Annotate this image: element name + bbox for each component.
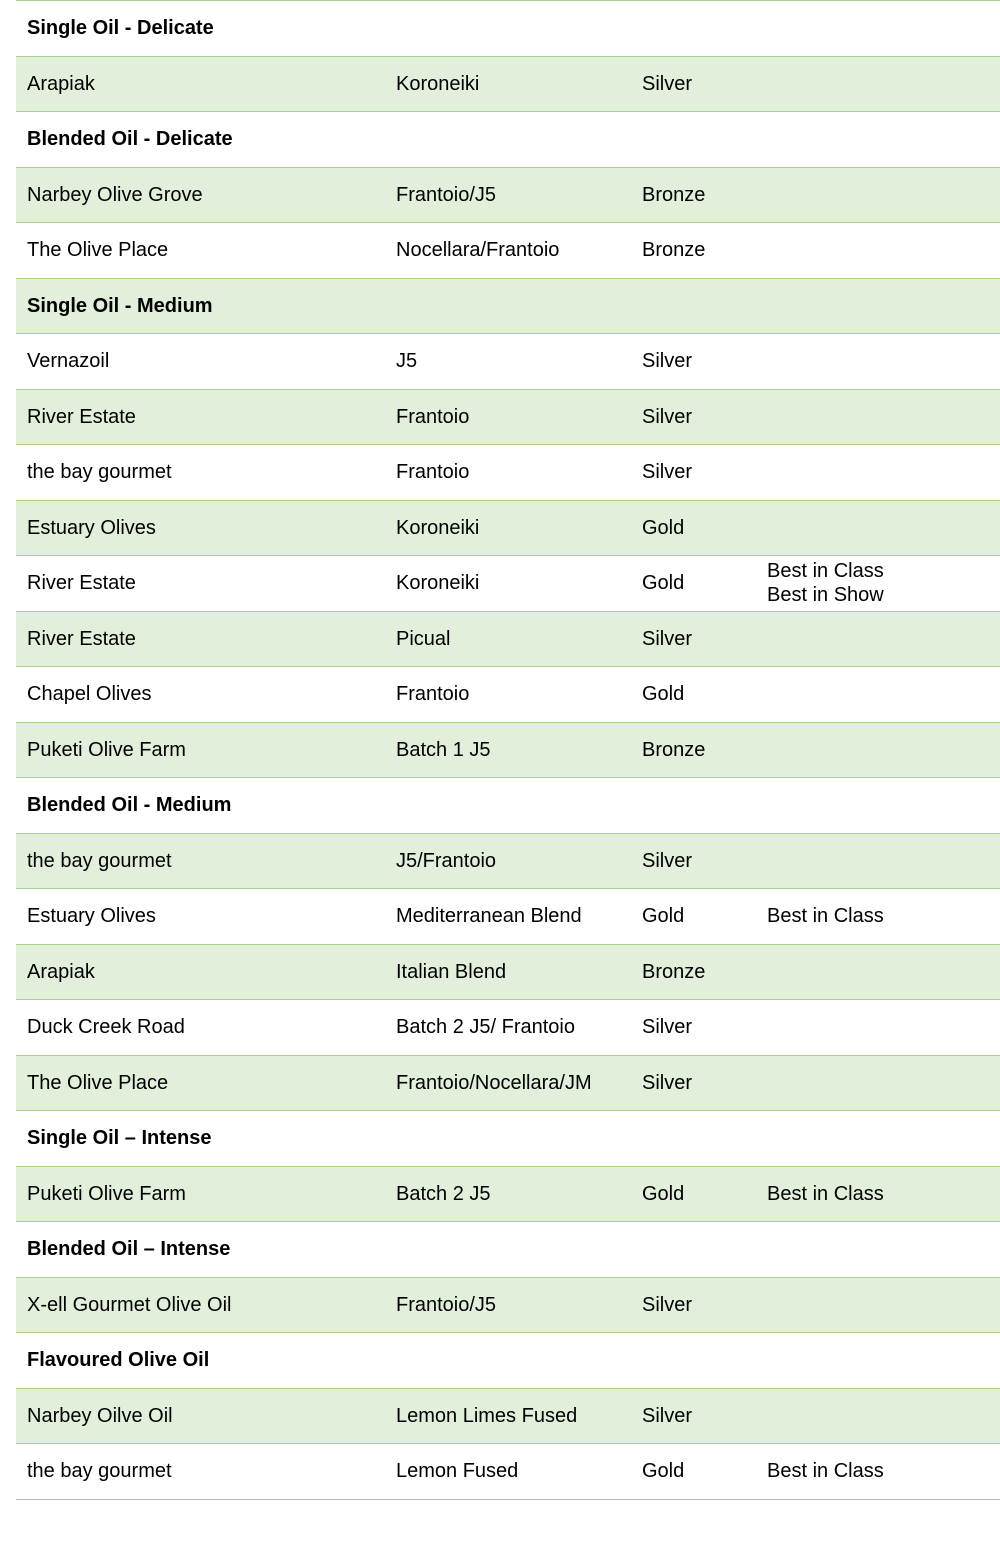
special-award xyxy=(767,945,997,1000)
special-award xyxy=(767,334,997,389)
olive-variety: Frantoio/J5 xyxy=(396,1293,497,1316)
producer-name: Narbey Oilve Oil xyxy=(27,1404,173,1427)
producer-name: River Estate xyxy=(27,405,136,428)
category-header-row xyxy=(16,1111,1000,1167)
special-award: Best in Class xyxy=(767,1182,884,1205)
olive-variety: Batch 2 J5/ Frantoio xyxy=(396,1016,575,1039)
olive-variety: Frantoio xyxy=(396,683,470,706)
medal-award: Gold xyxy=(642,905,685,928)
entry-row xyxy=(16,501,1000,557)
producer-name: Duck Creek Road xyxy=(27,1016,185,1039)
medal-award: Silver xyxy=(642,1293,693,1316)
special-award xyxy=(767,223,997,278)
medal-award: Silver xyxy=(642,1016,693,1039)
medal-award: Bronze xyxy=(642,239,706,262)
producer-name: River Estate xyxy=(27,627,136,650)
entry-row xyxy=(16,1278,1000,1334)
category-heading: Blended Oil - Delicate xyxy=(27,128,233,151)
category-header-row xyxy=(16,1,1000,57)
olive-variety: Italian Blend xyxy=(396,960,507,983)
category-heading: Blended Oil - Medium xyxy=(27,794,232,817)
olive-variety: Batch 2 J5 xyxy=(396,1182,491,1205)
olive-variety: Frantoio xyxy=(396,461,470,484)
medal-award: Silver xyxy=(642,72,693,95)
special-award: Best in Class Best in Show xyxy=(767,560,884,607)
medal-award: Silver xyxy=(642,405,693,428)
entry-row xyxy=(16,889,1000,945)
olive-variety: Frantoio/J5 xyxy=(396,183,497,206)
special-award xyxy=(767,445,997,500)
entry-row xyxy=(16,1000,1000,1056)
medal-award: Silver xyxy=(642,1071,693,1094)
entry-row xyxy=(16,57,1000,113)
producer-name: Puketi Olive Farm xyxy=(27,738,186,761)
medal-award: Silver xyxy=(642,350,693,373)
producer-name: Chapel Olives xyxy=(27,683,152,706)
special-award: Best in Class xyxy=(767,905,884,928)
medal-award: Gold xyxy=(642,1182,685,1205)
medal-award: Gold xyxy=(642,572,685,595)
entry-row xyxy=(16,1167,1000,1223)
olive-variety: Frantoio xyxy=(396,405,470,428)
special-award xyxy=(767,1056,997,1111)
entry-row xyxy=(16,1389,1000,1445)
olive-variety: Frantoio/Nocellara/JM xyxy=(396,1071,592,1094)
medal-award: Gold xyxy=(642,683,685,706)
special-award xyxy=(767,1278,997,1333)
olive-variety: Batch 1 J5 xyxy=(396,738,491,761)
producer-name: the bay gourmet xyxy=(27,849,172,872)
special-award xyxy=(767,723,997,778)
olive-variety: Mediterranean Blend xyxy=(396,905,582,928)
entry-row xyxy=(16,1444,1000,1500)
entry-row xyxy=(16,556,1000,612)
category-header-row xyxy=(16,1333,1000,1389)
medal-award: Silver xyxy=(642,849,693,872)
entry-row xyxy=(16,445,1000,501)
producer-name: The Olive Place xyxy=(27,1071,169,1094)
olive-variety: Koroneiki xyxy=(396,516,480,539)
medal-award: Bronze xyxy=(642,960,706,983)
olive-variety: J5/Frantoio xyxy=(396,849,497,872)
category-heading: Single Oil – Intense xyxy=(27,1127,212,1150)
producer-name: the bay gourmet xyxy=(27,1460,172,1483)
category-header-row xyxy=(16,778,1000,834)
entry-row xyxy=(16,223,1000,279)
category-heading: Single Oil - Medium xyxy=(27,294,213,317)
entry-row xyxy=(16,1056,1000,1112)
special-award xyxy=(767,667,997,722)
special-award xyxy=(767,834,997,889)
category-heading: Blended Oil – Intense xyxy=(27,1238,231,1261)
producer-name: Arapiak xyxy=(27,72,95,95)
producer-name: Puketi Olive Farm xyxy=(27,1182,186,1205)
producer-name: The Olive Place xyxy=(27,239,169,262)
special-award xyxy=(767,612,997,667)
entry-row xyxy=(16,667,1000,723)
olive-variety: J5 xyxy=(396,350,418,373)
category-header-row xyxy=(16,112,1000,168)
medal-award: Bronze xyxy=(642,738,706,761)
medal-award: Gold xyxy=(642,516,685,539)
medal-award: Bronze xyxy=(642,183,706,206)
special-award xyxy=(767,1389,997,1444)
special-award xyxy=(767,168,997,223)
olive-variety: Lemon Fused xyxy=(396,1460,519,1483)
olive-variety: Picual xyxy=(396,627,451,650)
olive-variety: Nocellara/Frantoio xyxy=(396,239,560,262)
producer-name: the bay gourmet xyxy=(27,461,172,484)
special-award xyxy=(767,501,997,556)
medal-award: Gold xyxy=(642,1460,685,1483)
medal-award: Silver xyxy=(642,461,693,484)
entry-row xyxy=(16,834,1000,890)
olive-variety: Lemon Limes Fused xyxy=(396,1404,578,1427)
entry-row xyxy=(16,168,1000,224)
entry-row xyxy=(16,334,1000,390)
producer-name: Arapiak xyxy=(27,960,95,983)
category-header-row xyxy=(16,1222,1000,1278)
entry-row xyxy=(16,945,1000,1001)
producer-name: Estuary Olives xyxy=(27,516,156,539)
category-heading: Single Oil - Delicate xyxy=(27,17,214,40)
category-header-row xyxy=(16,279,1000,335)
entry-row xyxy=(16,723,1000,779)
medal-award: Silver xyxy=(642,627,693,650)
category-heading: Flavoured Olive Oil xyxy=(27,1349,210,1372)
special-award xyxy=(767,57,997,112)
special-award xyxy=(767,1000,997,1055)
olive-variety: Koroneiki xyxy=(396,572,480,595)
medal-award: Silver xyxy=(642,1404,693,1427)
awards-table xyxy=(16,0,1000,1500)
producer-name: Estuary Olives xyxy=(27,905,156,928)
olive-variety: Koroneiki xyxy=(396,72,480,95)
entry-row xyxy=(16,390,1000,446)
entry-row xyxy=(16,612,1000,668)
special-award xyxy=(767,390,997,445)
producer-name: Vernazoil xyxy=(27,350,110,373)
producer-name: River Estate xyxy=(27,572,136,595)
special-award: Best in Class xyxy=(767,1460,884,1483)
producer-name: X-ell Gourmet Olive Oil xyxy=(27,1293,232,1316)
producer-name: Narbey Olive Grove xyxy=(27,183,203,206)
